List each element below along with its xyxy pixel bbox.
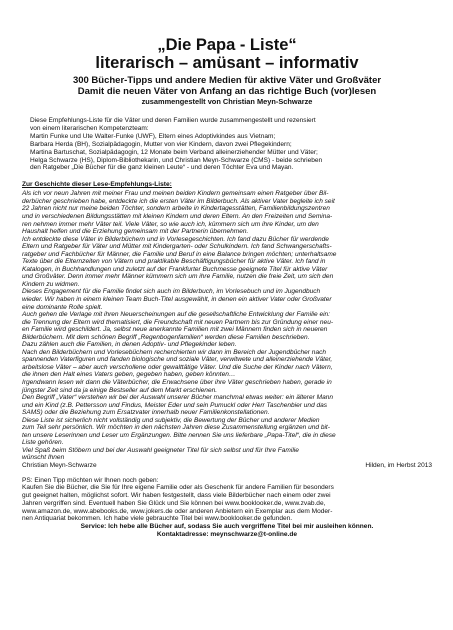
history-line: Diese Liste ist sicherlich nicht vollständig und subjektiv, die Bewertung der Bücher und anderer Medien [22,416,320,424]
document-page [22,36,432,539]
history-line: Texte über die Elternzeiten von Vätern und praktikable Beschäftigungsbücher für aktive Väter. Ich fand in [22,258,326,266]
history-line: Eltern und Ratgeber für Väter und Mütter mit Kindergarten- oder Schulkindern. Ich fand Schwangerschafts- [22,243,332,251]
ps-line: www.amazon.de, www.abebooks.de, www.jokers.de oder anderen Anbietern ein Exemplar aus dem Moder- [22,507,333,515]
history-line: spannenden Vaterfiguren und fanden biologische und soziale Väter, verwitwete und alleinerziehende Väter, [22,356,333,364]
compiler-line: zusammengestellt von Christian Meyn-Schwarze [141,97,313,106]
ps-line: nen Antiquariat bekommen. Ich habe viele gebrauchte Titel bei www.booklooker.de gefunden. [22,515,293,523]
intro-line: Martina Bartuschat, Sozialpädagogin, 12 Monate beim Verband alleinerziehender Mütter und Väter; [30,148,318,156]
ps-line: gut geeignet halten, möglichst sofort. Wir haben festgestellt, dass viele Bilderbücher nach einem oder zwei [22,492,331,500]
history-line: Irgendwann lesen wir dann die Väterbücher, die Erwachsene über ihre Väter geschrieben haben, gerade in [22,379,332,387]
history-line: Viel Spaß beim Stöbern und bei der Auswahl geeigneter Titel für sich selbst und für Ihre Familie [22,446,299,454]
document-title: „Die Papa - Liste“ [157,36,297,54]
signature-row [22,462,432,470]
document-subtitle: literarisch – amüsant – informativ [95,54,359,72]
history-line: ratgeber und Fachbücher für Männer, die Familie und Beruf in eine Balance bringen möchten; unterhaltsame [22,250,337,258]
history-line: Auch gehen die Verlage mit ihren Neuerscheinungen auf die gesellschaftliche Entwicklung der Familie ein: [22,311,331,319]
history-line: 22 Jahren nicht nur meine beiden Töchter, sondern arbeite in Kindertagesstätten, Familienbildungszentren [22,205,330,213]
history-line: die Trennung der Eltern wird thematisiert, die Freundschaft mit neuen Partnern bis zur Gründung einer neu- [22,318,334,326]
ps-line: Jahren vergriffen sind. Eventuell haben Sie Glück und Sie können bei www.booklooker.de, www.zvab.de, [22,499,326,507]
history-line: arbeitslose Väter – aber auch verschollene oder gewalttätige Väter. Und die Suche der Kinder nach Vätern, [22,363,333,371]
history-line: Haushalt helfen und die Erziehung gemeinsam mit der Partnerin übernehmen. [22,228,249,236]
history-line: die ihnen den Halt eines Vaters geben, gegeben haben, geben könnten… [22,371,236,379]
history-line: Bilderbüchern. Mit dem schönen Begriff „Regenbogenfamilien“ werden diese Familien beschrieben. [22,333,310,341]
intro-line: von einem literarischen Kompetenzteam: [30,124,149,132]
intro-paragraph [30,117,432,172]
history-line: und Großväter. Denn immer mehr Männer kümmern sich um ihre Familie, nutzen die freie Zeit, um sich den [22,273,334,281]
intro-line: Barbara Herda (BH), Sozialpädagogin, Mutter von vier Kindern, davon zwei Pflegekindern; [30,140,292,148]
history-line: Liste gehören. [22,439,64,447]
ps-section [22,477,432,524]
history-line: wieder. Wir haben in einem kleinen Team Buch-Titel ausgewählt, in denen ein aktiver Vater oder Großvater [22,296,332,303]
ps-line: PS: Einen Tipp möchten wir Ihnen noch geben: [22,476,159,484]
history-line: zum Teil sehr persönlich. Wir möchten in den nächsten Jahren diese Zusammenstellung ergänzen und bit- [22,424,330,432]
history-text [22,190,432,469]
history-line: ten unsere Leserinnen und Leser um Ergänzungen. Bitte nennen Sie uns lieferbare „Papa-Titel“, die in diese [22,431,336,439]
tagline-books: 300 Bücher-Tipps und andere Medien für aktive Väter und Großväter [72,75,382,86]
history-line: Ich entdeckte diese Väter in Bilderbüchern und in Vorlesegeschichten. Ich fand dazu Bücher für werdende [22,235,329,243]
history-line: en Familie wird geschildert. Ja, selbst neue anerkannte Familien mit zwei Männern finden sich in neueren [22,326,328,334]
intro-line: Diese Empfehlungs-Liste für die Väter und deren Familien wurde zusammengestellt und rezensiert [30,117,316,124]
history-line: derbücher geschrieben habe, entdeckte ich die ersten Väter im Bilderbuch. Als aktiver Vater begleite ich seit [22,197,335,205]
history-line: Dieses Engagement für die Familie findet sich auch im Bilderbuch, im Vorlesebuch und im Jugendbuch [22,288,321,296]
intro-line: den Ratgeber „Die Bücher für die ganz kleinen Leute“ - und deren Töchter Eva und Mayan. [30,164,294,172]
ps-line: Kaufen Sie die Bücher, die Sie für Ihre eigene Familie oder als Geschenk für andere Familien für besonders [22,484,334,492]
history-line: und ein Kind (z.B. Pettersson und Findus, Meister Eder und sein Pumuckl oder Herr Taschenbier und das [22,401,328,409]
history-line: SAMS) oder die Beziehung zum Ersatzvater innerhalb neuer Familienkonstellationen. [22,409,270,417]
history-line: Als ich vor neun Jahren mit meiner Frau und meinen beiden Kindern gemeinsam einen Ratgeber über Bil- [22,190,329,198]
tagline-fathers: Damit die neuen Väter von Anfang an das richtige Buch (vor)lesen [77,86,377,97]
history-line: Den Begriff „Vater“ verstehen wir bei der Auswahl unserer Bücher manchmal etwas weiter: ein älterer Mann [22,394,333,402]
history-line: Kindern zu widmen. [22,280,80,288]
history-line: ren nehmen immer mehr Väter teil. Viele Väter, so wie auch ich, kümmern sich um ihre Kinder, um den [22,220,319,228]
history-line: Dazu zählen auch die Familien, in denen Adoptiv- und Pflegekinder leben. [22,341,237,349]
intro-line: Martin Funke und Ute Walter-Funke (UWF), Eltern eines Adoptivkindes aus Vietnam; [30,132,276,140]
contact-address: Kontaktadresse: meynschwarze@t-online.de [156,530,298,538]
place-date: Hilden, im Herbst 2013 [365,462,432,470]
history-line: Nach den Bilderbüchern und Vorlesebüchern recherchierten wir dann im Bereich der Jugendbücher nach [22,348,327,356]
service-note: Service: Ich hebe alle Bücher auf, sodass Sie auch vergriffene Titel bei mir ausleihen können. [80,523,374,531]
history-line: wünscht Ihnen [22,454,65,462]
history-heading: Zur Geschichte dieser Lese-Empfehlungs-Liste: [22,181,172,189]
history-line: Katalogen, in Buchhandlungen und zuletzt auf der Frankfurter Buchmesse geeignete Titel für aktive Väter [22,265,328,273]
intro-line: Helga Schwarze (HS), Diplom-Bibliothekarin, und Christian Meyn-Schwarze (CMS) - beide schrieben [30,156,323,164]
history-line: eine dominante Rolle spielt. [22,303,103,311]
history-line: und in verschiedenen Bildungsstätten mit kleinen Kindern und deren Eltern. An den Freizeiten und Semina- [22,212,333,220]
signature: Christian Meyn-Schwarze [22,462,97,470]
history-line: jüngster Zeit sind da ja einige Bestseller auf dem Markt erschienen. [22,386,218,394]
